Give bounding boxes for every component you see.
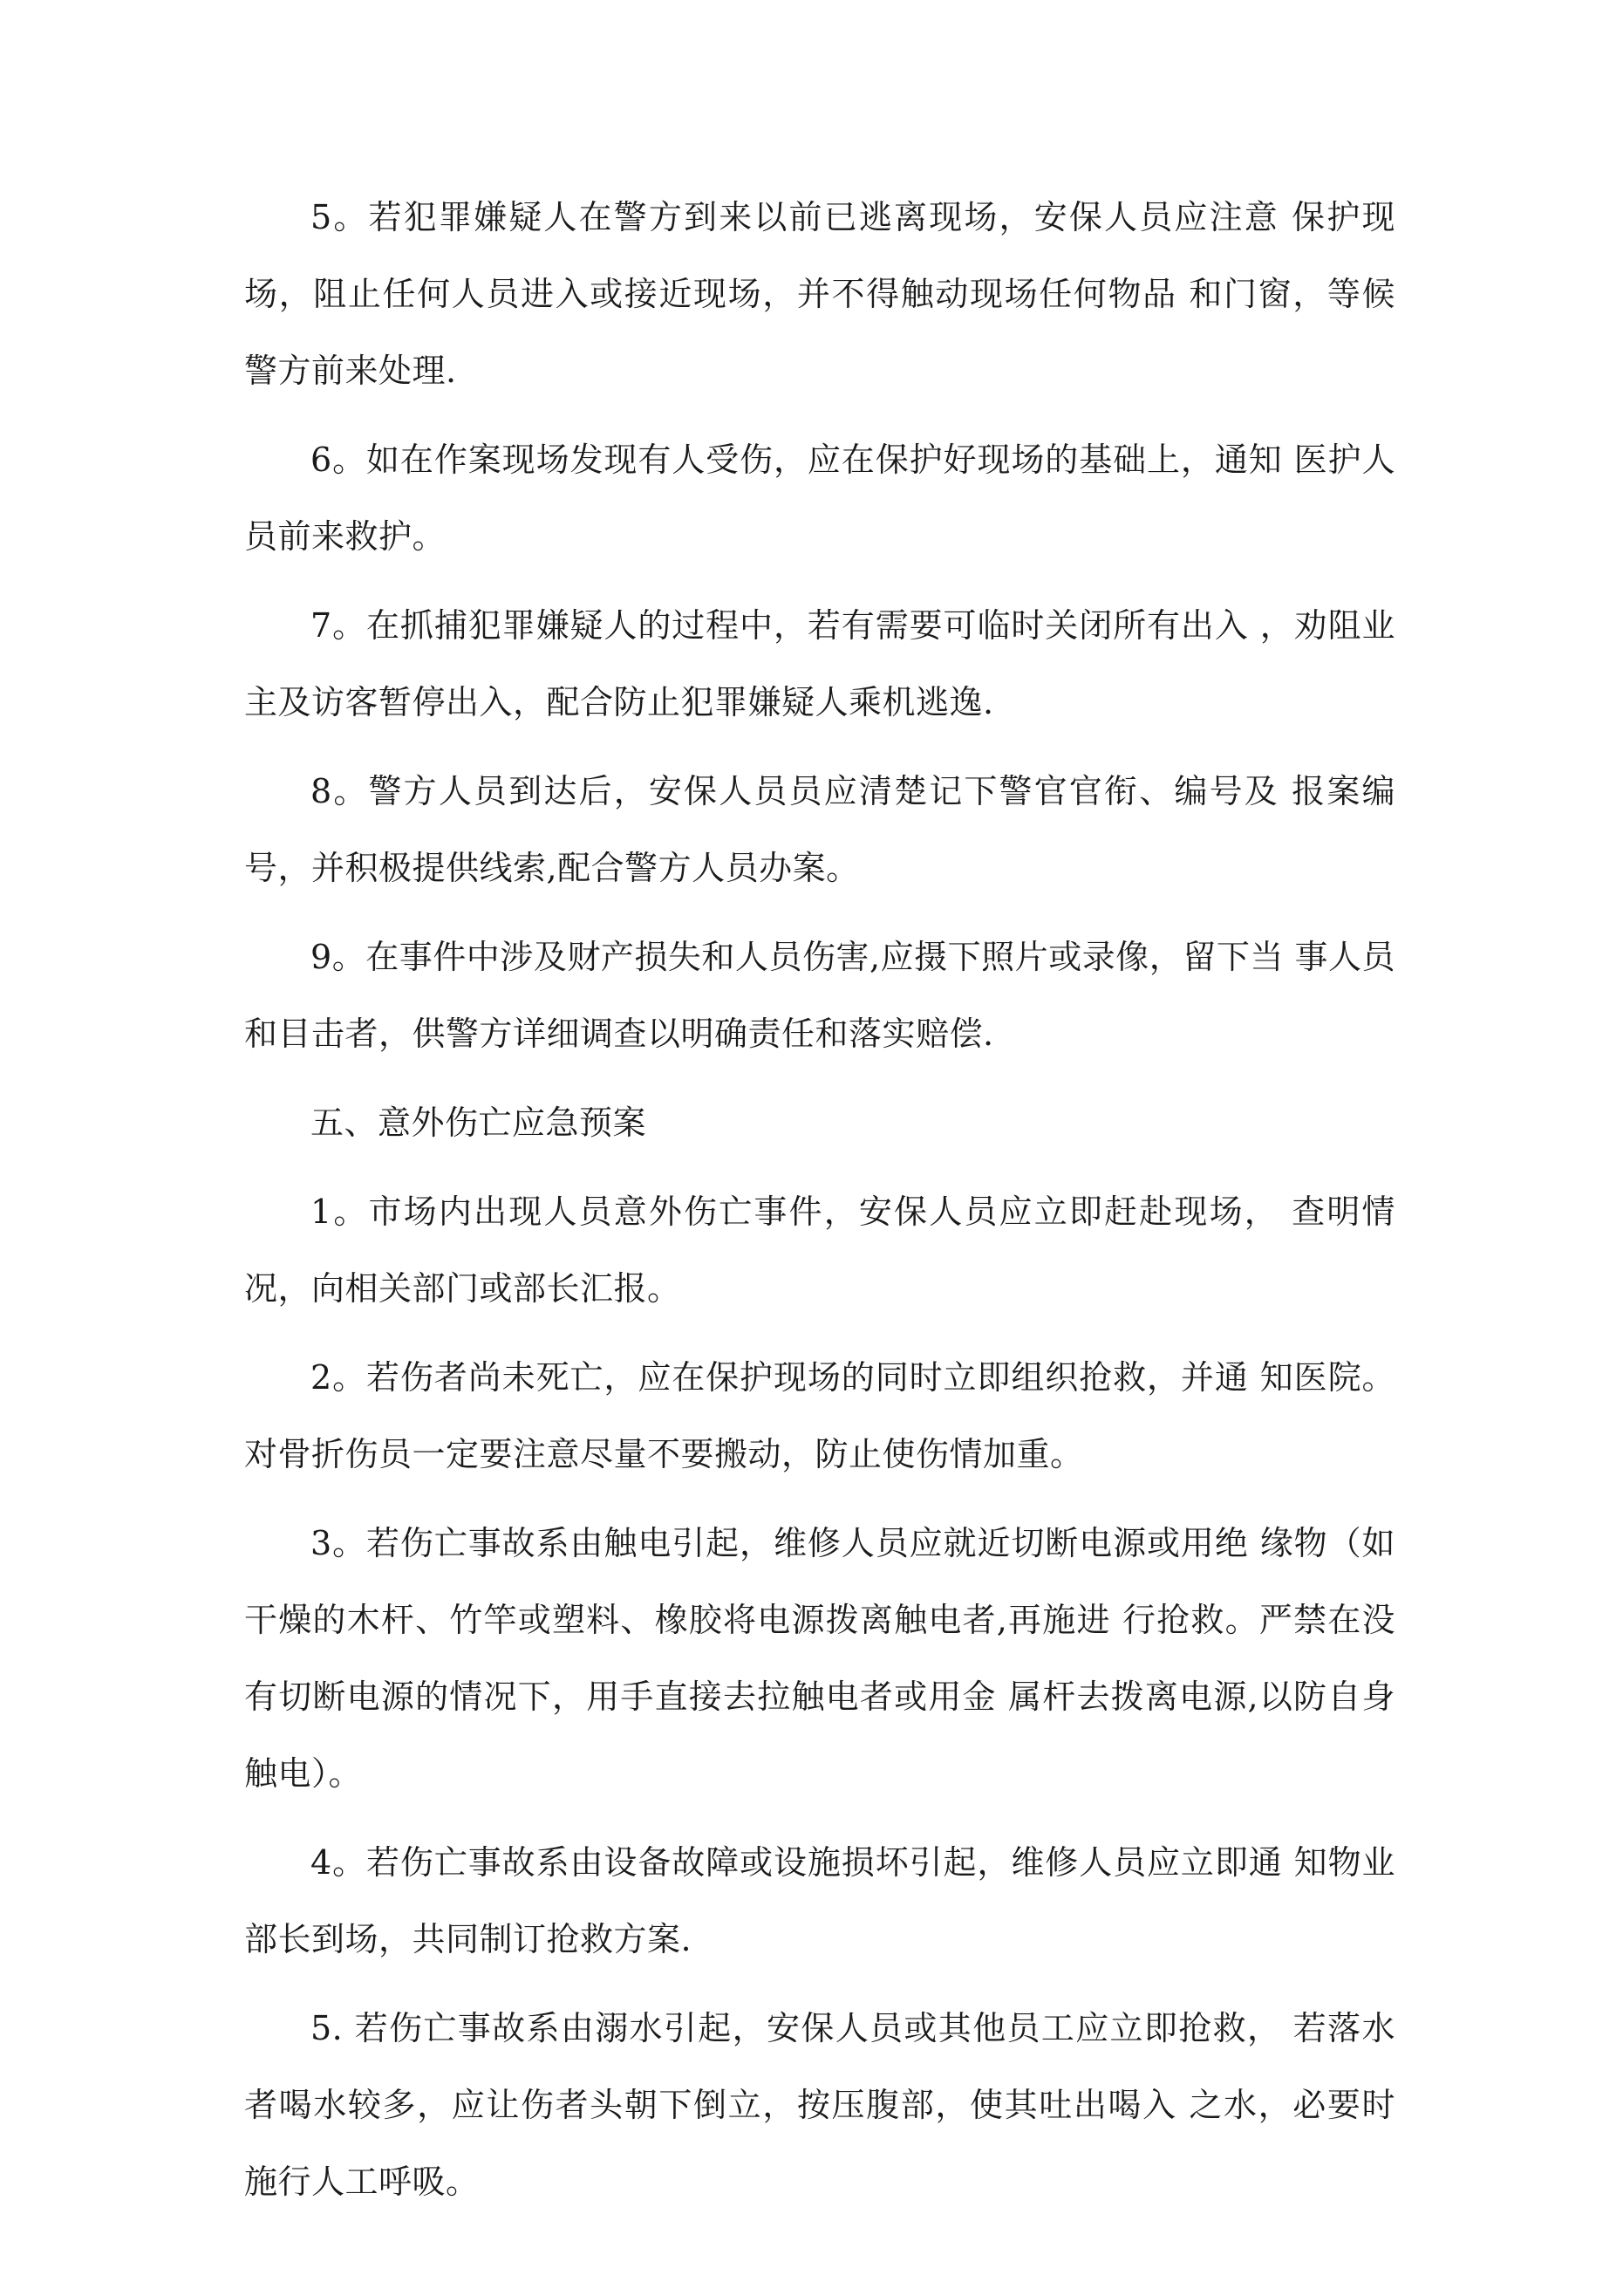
paragraph-accident-3: 3。若伤亡事故系由触电引起，维修人员应就近切断电源或用绝 缘物（如干燥的木杆、竹竿或塑料、橡胶将电源拨离触电者,再施进 行抢救。严禁在没有切断电源的情况下，用手直接去拉触电者或用金 属杆去拨离电源,以防自身触电）。: [244, 1524, 1395, 1793]
paragraph-accident-5: 5. 若伤亡事故系由溺水引起，安保人员或其他员工应立即抢救， 若落水者喝水较多，应让伤者头朝下倒立，按压腹部，使其吐出喝入 之水，必要时施行人工呼吸。: [244, 2009, 1395, 2201]
paragraph-item-6: 6。如在作案现场发现有人受伤，应在保护好现场的基础上，通知 医护人员前来救护。: [244, 441, 1395, 556]
paragraph-item-7: 7。在抓捕犯罪嫌疑人的过程中，若有需要可临时关闭所有出入 ，劝阻业主及访客暂停出入，配合防止犯罪嫌疑人乘机逃逸.: [244, 606, 1395, 721]
paragraph-item-8: 8。警方人员到达后，安保人员员应清楚记下警官官衔、编号及 报案编号，并积极提供线索,配合警方人员办案。: [244, 772, 1395, 887]
paragraph-item-9: 9。在事件中涉及财产损失和人员伤害,应摄下照片或录像，留下当 事人员和目击者，供警方详细调查以明确责任和落实赔偿.: [244, 938, 1395, 1053]
paragraph-accident-2: 2。若伤者尚未死亡，应在保护现场的同时立即组织抢救，并通 知医院。对骨折伤员一定要注意尽量不要搬动，防止使伤情加重。: [244, 1358, 1395, 1473]
paragraph-item-5: 5。若犯罪嫌疑人在警方到来以前已逃离现场，安保人员应注意 保护现场，阻止任何人员进入或接近现场，并不得触动现场任何物品 和门窗，等候警方前来处理.: [244, 198, 1395, 390]
paragraph-accident-1: 1。市场内出现人员意外伤亡事件，安保人员应立即赶赴现场， 查明情况，向相关部门或部长汇报。: [244, 1192, 1395, 1308]
paragraph-accident-4: 4。若伤亡事故系由设备故障或设施损坏引起，维修人员应立即通 知物业部长到场，共同制订抢救方案.: [244, 1843, 1395, 1958]
document-body: [244, 179, 1395, 2232]
section-heading: 五、意外伤亡应急预案: [310, 1104, 647, 1142]
